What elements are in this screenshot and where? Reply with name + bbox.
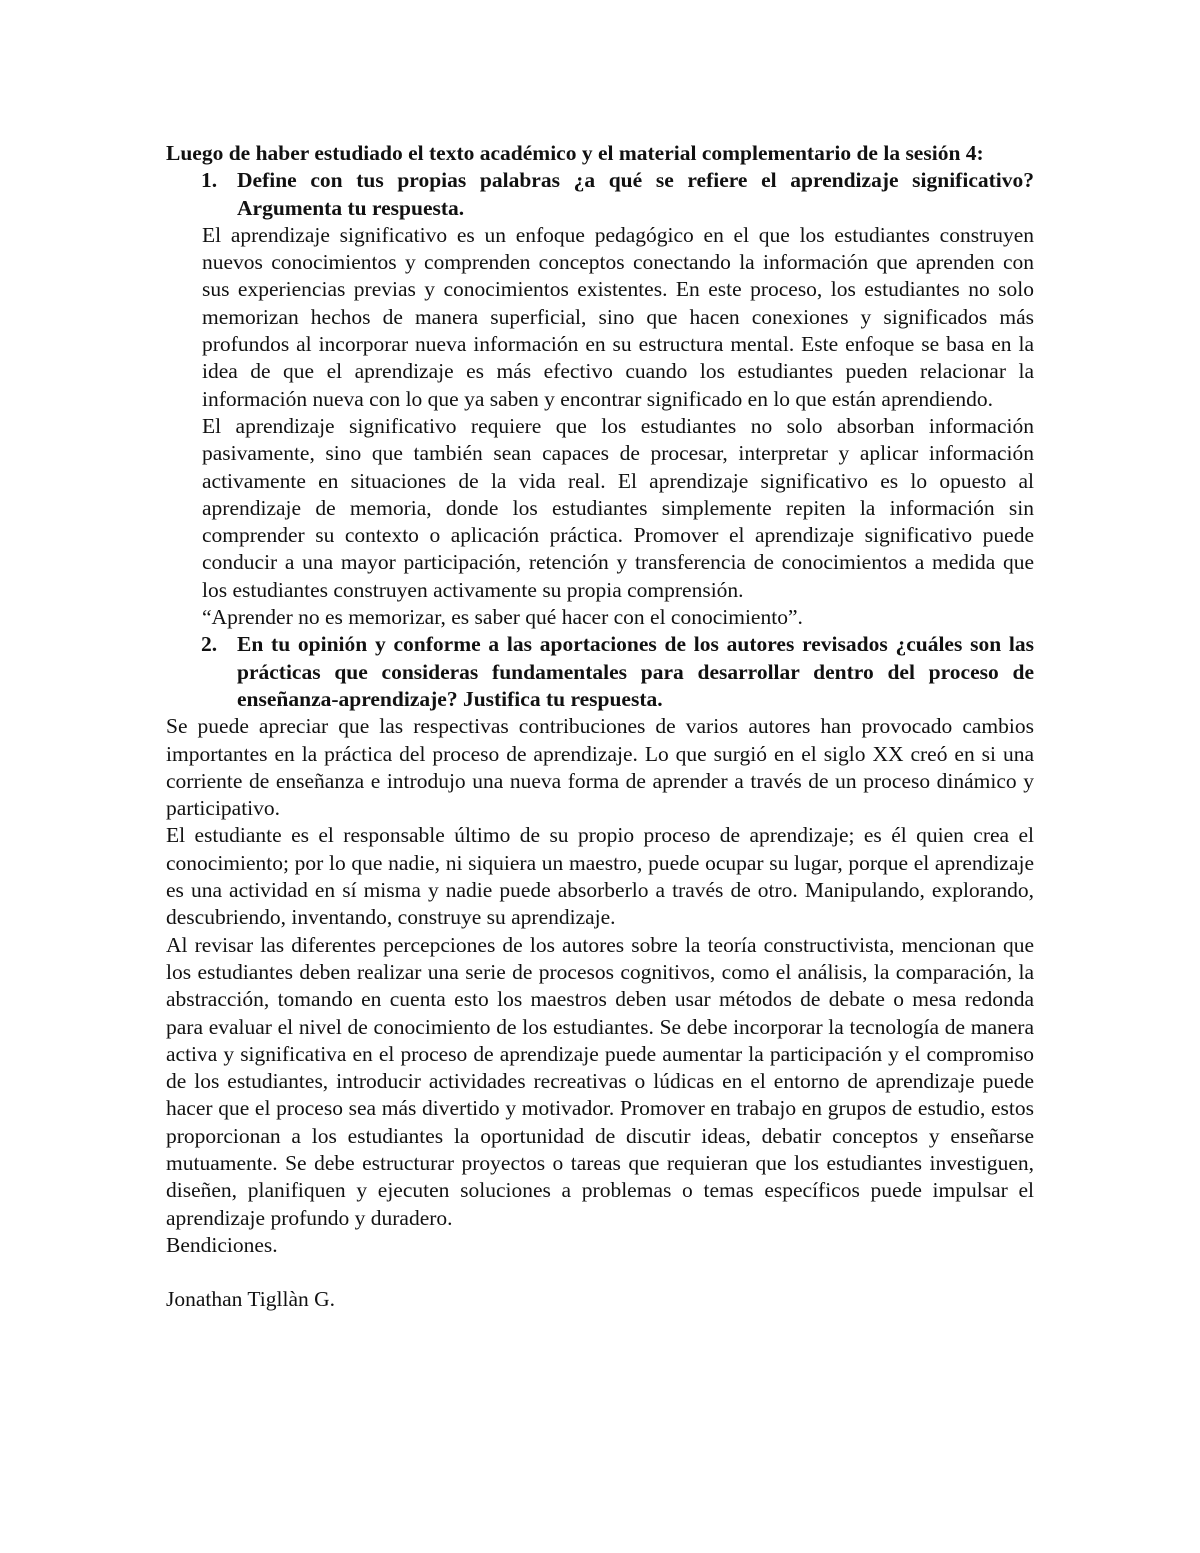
closing-text: Bendiciones. <box>166 1232 278 1257</box>
question-2-text: En tu opinión y conforme a las aportaciones de los autores revisados ¿cuáles son las prácticas que consideras fundamentales para desarrollar dentro del proceso de enseñanza-aprendizaje? Justifica tu respuesta. <box>237 632 1034 711</box>
answer-1-quote: “Aprender no es memorizar, es saber qué hacer con el conocimiento”. <box>202 605 803 630</box>
document-page <box>166 140 1034 1313</box>
answer-1 <box>166 222 1034 631</box>
question-2 <box>166 631 1034 713</box>
question-2-number: 2. <box>201 632 218 657</box>
question-1-number: 1. <box>201 168 218 193</box>
intro-heading: Luego de haber estudiado el texto académico y el material complementario de la sesión 4: <box>166 141 984 165</box>
answer-2 <box>166 713 1034 1232</box>
answer-2-paragraph-3: Al revisar las diferentes percepciones de los autores sobre la teoría constructivista, mencionan que los estudiantes deben realizar una serie de procesos cognitivos, como el análisis, la comparación, la abstracción, tomando en cuenta esto los maestros deben usar métodos de debate o mesa redonda para evaluar el nivel de conocimiento de los estudiantes. Se debe incorporar la tecnología de manera activa y significativa en el proceso de aprendizaje puede aumentar la participación y el compromiso de los estudiantes, introducir actividades recreativas o lúdicas en el entorno de aprendizaje puede hacer que el proceso sea más divertido y motivador. Promover en trabajo en grupos de estudio, estos proporcionan a los estudiantes la oportunidad de discutir ideas, debatir conceptos y enseñarse mutuamente. Se debe estructurar proyectos o tareas que requieran que los estudiantes investiguen, diseñen, planifiquen y ejecuten soluciones a problemas o temas específicos puede impulsar el aprendizaje profundo y duradero. <box>166 932 1034 1230</box>
answer-1-paragraph-1: El aprendizaje significativo es un enfoque pedagógico en el que los estudiantes construyen nuevos conocimientos y comprenden conceptos conectando la información que aprenden con sus experiencias previas y conocimientos existentes. En este proceso, los estudiantes no solo memorizan hechos de manera superficial, sino que hacen conexiones y significados más profundos al incorporar nueva información en su estructura mental. Este enfoque se basa en la idea de que el aprendizaje es más efectivo cuando los estudiantes pueden relacionar la información nueva con lo que ya saben y encontrar significado en lo que están aprendiendo. <box>202 222 1034 411</box>
question-1-text: Define con tus propias palabras ¿a qué se refiere el aprendizaje significativo? Argumenta tu respuesta. <box>237 168 1034 220</box>
question-1 <box>166 167 1034 222</box>
answer-2-paragraph-2: El estudiante es el responsable último de su propio proceso de aprendizaje; es él quien crea el conocimiento; por lo que nadie, ni siquiera un maestro, puede ocupar su lugar, porque el aprendizaje es una actividad en sí misma y nadie puede absorberlo a través de otro. Manipulando, explorando, descubriendo, inventando, construye su aprendizaje. <box>166 823 1034 930</box>
answer-2-paragraph-1: Se puede apreciar que las respectivas contribuciones de varios autores han provocado cambios importantes en la práctica del proceso de aprendizaje. Lo que surgió en el siglo XX creó en si una corriente de enseñanza e introdujo una nueva forma de aprender a través de un proceso dinámico y participativo. <box>166 714 1034 821</box>
signature: Jonathan Tigllàn G. <box>166 1287 336 1312</box>
answer-1-paragraph-2: El aprendizaje significativo requiere que los estudiantes no solo absorban información pasivamente, sino que también sean capaces de procesar, interpretar y aplicar información activamente en situaciones de la vida real. El aprendizaje significativo es lo opuesto al aprendizaje de memoria, donde los estudiantes simplemente repiten la información sin comprender su contexto o aplicación práctica. Promover el aprendizaje significativo puede conducir a una mayor participación, retención y transferencia de conocimientos a medida que los estudiantes construyen activamente su propia comprensión. <box>202 413 1034 602</box>
